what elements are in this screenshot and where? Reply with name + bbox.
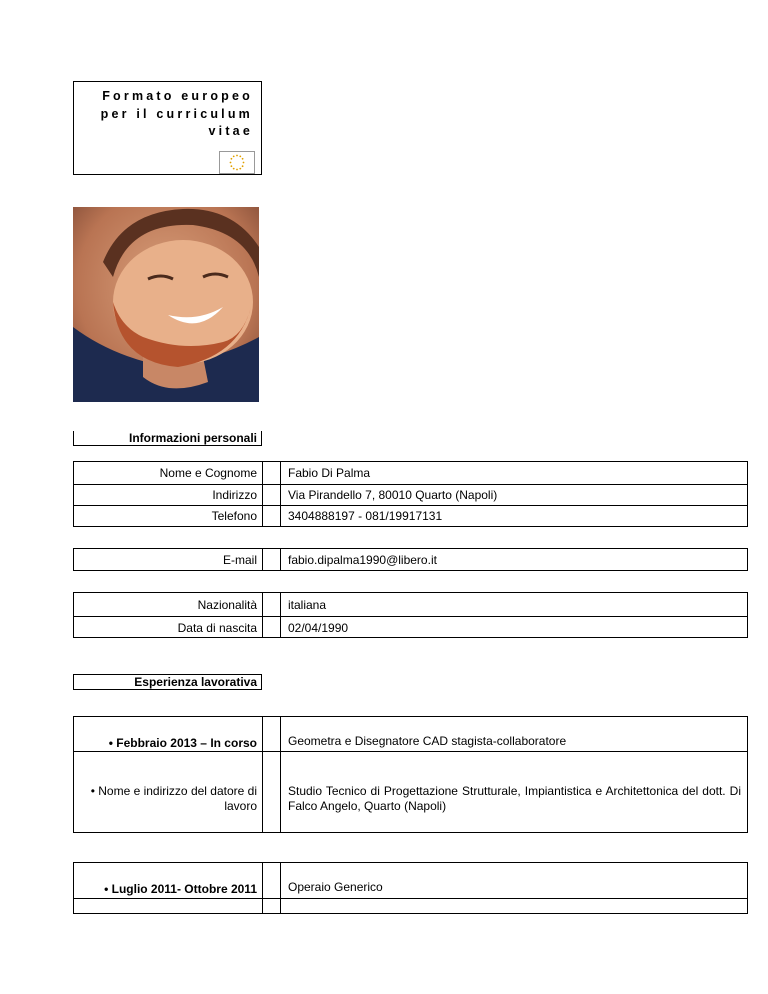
experience-1-period: • Febbraio 2013 – In corso [108,736,257,750]
work-experience-heading: Esperienza lavorativa [134,675,257,689]
personal-info-heading: Informazioni personali [128,431,257,445]
nationality-table [73,592,748,638]
address-label: Indirizzo [212,488,257,502]
birth-date-value: 02/04/1990 [288,621,349,635]
name-value: Fabio Di Palma [288,466,371,480]
header-title [101,88,253,141]
phone-value: 3404888197 - 081/19917131 [288,509,443,523]
nationality-value: italiana [288,598,327,612]
experience-2-role: Operaio Generico [288,880,383,894]
employer-value-line-1: Studio Tecnico di Progettazione Strutturale, Impiantistica e Architettonica del dott. Di [288,784,741,798]
experience-entry-2 [73,862,748,914]
cv-format-header [73,81,262,175]
work-experience-section-heading [73,674,262,690]
email-label: E-mail [222,553,257,567]
experience-2-period: • Luglio 2011- Ottobre 2011 [104,882,257,896]
personal-info-section-heading [73,431,262,446]
employer-value-line-2: Falco Angelo, Quarto (Napoli) [288,799,447,813]
employer-label-line-2: lavoro [224,799,257,813]
personal-info-table [73,461,748,527]
experience-1-employer-label [91,784,257,814]
email-value[interactable]: fabio.dipalma1990@libero.it [288,553,437,567]
eu-flag-icon [219,151,255,174]
nationality-label: Nazionalità [197,598,257,612]
profile-photo [73,207,259,402]
phone-label: Telefono [211,509,257,523]
experience-1-role: Geometra e Disegnatore CAD stagista-collaboratore [288,734,567,748]
address-value: Via Pirandello 7, 80010 Quarto (Napoli) [288,488,498,502]
header-title-line-1: Formato europeo [102,89,253,103]
header-title-line-2: per il curriculum [100,106,253,121]
name-label: Nome e Cognome [159,466,257,480]
birth-date-label: Data di nascita [177,621,257,635]
header-title-line-3: vitae [208,124,253,138]
experience-1-employer-value [288,784,741,814]
experience-entry-1 [73,716,748,833]
email-table [73,548,748,571]
employer-label-line-1: • Nome e indirizzo del datore di [90,784,257,798]
